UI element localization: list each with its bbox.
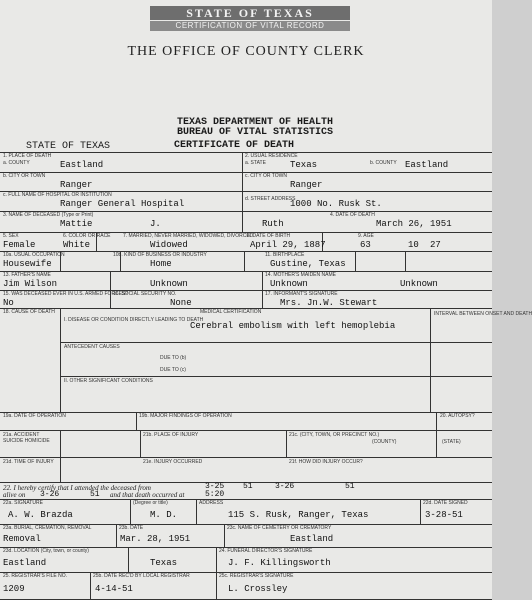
burial-date-value: Mar. 28, 1951: [120, 534, 191, 544]
date-of-death-value: March 26, 1951: [376, 219, 452, 229]
county-value: Eastland: [60, 160, 104, 170]
location-value: Eastland: [3, 558, 47, 568]
bureau-name: BUREAU OF VITAL STATISTICS: [176, 127, 334, 138]
location-state-value: Texas: [150, 558, 178, 568]
name-label: 3. NAME OF DECEASED (Type or Print): [3, 212, 94, 218]
injury-occurred-label: 21e. INJURY OCCURRED: [143, 459, 203, 465]
attended-to-year: 51: [345, 482, 355, 491]
father-birthplace-value: Unknown: [150, 279, 188, 289]
burial-date-label: 23b. DATE: [119, 525, 144, 531]
attended-to-date: 3-26: [275, 482, 295, 491]
birthplace-label: 11. BIRTHPLACE: [265, 252, 305, 258]
antecedent-label: ANTECEDENT CAUSES: [64, 344, 120, 350]
county-column-label: (COUNTY): [372, 439, 397, 445]
certificate-form: [0, 152, 532, 600]
location-label: 23d. LOCATION (City, town, or county): [3, 548, 89, 554]
first-name-value: Mattie: [60, 219, 93, 229]
street-label: d. STREET ADDRESS: [245, 196, 296, 202]
funeral-director-value: J. F. Killingsworth: [228, 558, 331, 568]
date-signed-value: 3-28-51: [425, 510, 463, 520]
industry-label: 10b. KIND OF BUSINESS OR INDUSTRY: [113, 252, 207, 258]
race-label: 6. COLOR OR RACE: [63, 233, 111, 239]
dob-label: 8. DATE OF BIRTH: [247, 233, 291, 239]
burial-value: Removal: [3, 534, 41, 544]
injury-city-label: 21c. (CITY, TOWN, OR PRECINCT NO.): [289, 432, 380, 438]
cemetery-value: Eastland: [290, 534, 334, 544]
date-received-value: 4-14-51: [95, 584, 133, 594]
hospital-value: Ranger General Hospital: [60, 199, 185, 209]
father-label: 13. FATHER'S NAME: [3, 272, 51, 278]
accident-label: 21a. ACCIDENT SUICIDE HOMICIDE: [3, 432, 50, 444]
degree-label: (Degree or title): [133, 500, 168, 506]
county-label: a. COUNTY: [3, 160, 30, 166]
forces-label: 15. WAS DECEASED EVER IN U.S. ARMED FORCES?: [3, 291, 129, 297]
interval-label: INTERVAL BETWEEN ONSET AND DEATH: [434, 311, 532, 317]
forces-value: No: [3, 298, 14, 308]
due-to-c-label: DUE TO (c): [160, 367, 186, 373]
cemetery-label: 23c. NAME OF CEMETERY OR CREMATORY: [227, 525, 332, 531]
date-received-label: 25b. DATE REC'D BY LOCAL REGISTRAR: [93, 573, 190, 579]
marital-value: Widowed: [150, 240, 188, 250]
city-value: Ranger: [60, 180, 93, 190]
residence-state-value: Texas: [290, 160, 318, 170]
father-value: Jim Wilson: [3, 279, 58, 289]
findings-label: 19b. MAJOR FINDINGS OF OPERATION: [139, 413, 232, 419]
burial-label: 23a. BURIAL, CREMATION, REMOVAL: [3, 525, 92, 531]
alive-on-label: alive on: [3, 491, 26, 499]
race-value: White: [63, 240, 91, 250]
city-label: b. CITY OR TOWN: [3, 173, 46, 179]
residence-label: 2. USUAL RESIDENCE: [245, 153, 298, 159]
file-number-label: 25. REGISTRAR'S FILE NO.: [3, 573, 68, 579]
last-name-value: Ruth: [262, 219, 284, 229]
department-name: TEXAS DEPARTMENT OF HEALTH: [176, 117, 334, 128]
registrar-signature-value: L. Crossley: [228, 584, 288, 594]
physician-address-label: ADDRESS: [199, 500, 224, 506]
attended-from-date: 3-25: [205, 482, 225, 491]
time-of-injury-label: 21d. TIME OF INJURY: [3, 459, 54, 465]
residence-city-value: Ranger: [290, 180, 323, 190]
residence-state-label: a. STATE: [245, 160, 266, 166]
state-label: STATE OF TEXAS: [26, 141, 111, 152]
occupation-label: 10a. USUAL OCCUPATION: [3, 252, 65, 258]
sex-value: Female: [3, 240, 36, 250]
date-signed-label: 22d. DATE SIGNED: [423, 500, 468, 506]
birthplace-value: Gustine, Texas: [270, 259, 346, 269]
physician-signature-label: 22a. SIGNATURE: [3, 500, 43, 506]
alive-on-year: 51: [90, 490, 100, 499]
street-value: 1000 No. Rusk St.: [290, 199, 382, 209]
attended-from-year: 51: [243, 482, 253, 491]
funeral-director-label: 24. FUNERAL DIRECTOR'S SIGNATURE: [219, 548, 313, 554]
residence-county-label: b. COUNTY: [370, 160, 397, 166]
marital-label: 7. MARRIED, NEVER MARRIED, WIDOWED, DIVORCED: [123, 233, 254, 239]
state-column-label: (STATE): [442, 439, 461, 445]
certification-banner: CERTIFICATION OF VITAL RECORD: [150, 21, 350, 31]
mother-value: Unknown: [270, 279, 308, 289]
injury-place-label: 21b. PLACE OF INJURY: [143, 432, 199, 438]
physician-address: 115 S. Rusk, Ranger, Texas: [228, 510, 369, 520]
industry-value: Home: [150, 259, 172, 269]
mother-label: 14. MOTHER'S MAIDEN NAME: [265, 272, 336, 278]
age-label: 9. AGE: [358, 233, 374, 239]
hospital-label: c. FULL NAME OF HOSPITAL OR INSTITUTION: [3, 192, 112, 198]
mother-birthplace-value: Unknown: [400, 279, 438, 289]
alive-on-date: 3-26: [40, 490, 60, 499]
informant-value: Mrs. Jn.W. Stewart: [280, 298, 378, 308]
cause-value: Cerebral embolism with left hemoplebia: [190, 321, 396, 331]
degree-value: M. D.: [150, 510, 178, 520]
age-years-value: 63: [360, 240, 371, 250]
informant-label: 17. INFORMANT'S SIGNATURE: [265, 291, 338, 297]
file-number-value: 1209: [3, 584, 25, 594]
disease-label: I. DISEASE OR CONDITION DIRECTLY LEADING TO DEATH: [64, 317, 204, 323]
office-title: THE OFFICE OF COUNTY CLERK: [127, 44, 365, 59]
ssn-value: None: [170, 298, 192, 308]
due-to-b-label: DUE TO (b): [160, 355, 187, 361]
place-of-death-label: 1. PLACE OF DEATH: [3, 153, 52, 159]
death-time: 5:20: [205, 490, 225, 499]
occupation-value: Housewife: [3, 259, 52, 269]
sex-label: 5. SEX: [3, 233, 19, 239]
date-of-death-label: 4. DATE OF DEATH: [330, 212, 375, 218]
physician-signature: A. W. Brazda: [8, 510, 73, 520]
state-banner: STATE OF TEXAS: [150, 6, 350, 20]
other-conditions-label: II. OTHER SIGNIFICANT CONDITIONS: [64, 378, 153, 384]
residence-county-value: Eastland: [405, 160, 449, 170]
age-months-value: 10: [408, 240, 419, 250]
department-heading: [140, 118, 370, 138]
middle-name-value: J.: [150, 219, 161, 229]
residence-city-label: c. CITY OR TOWN: [245, 173, 287, 179]
death-occurred-label: and that death occurred at: [110, 491, 185, 499]
ssn-label: 16. SOCIAL SECURITY NO.: [113, 291, 177, 297]
autopsy-label: 20. AUTOPSY?: [440, 413, 475, 419]
how-injury-label: 21f. HOW DID INJURY OCCUR?: [289, 459, 363, 465]
operation-label: 19a. DATE OF OPERATION: [3, 413, 66, 419]
age-days-value: 27: [430, 240, 441, 250]
medical-label: MEDICAL CERTIFICATION: [200, 309, 262, 315]
registrar-signature-label: 25c. REGISTRAR'S SIGNATURE: [219, 573, 294, 579]
cause-label: 18. CAUSE OF DEATH: [3, 309, 55, 315]
dob-value: April 29, 1887: [250, 240, 326, 250]
certify-statement: 22. I hereby certify that I attended the deceased from: [3, 484, 151, 492]
certificate-title: CERTIFICATE OF DEATH: [174, 140, 295, 151]
